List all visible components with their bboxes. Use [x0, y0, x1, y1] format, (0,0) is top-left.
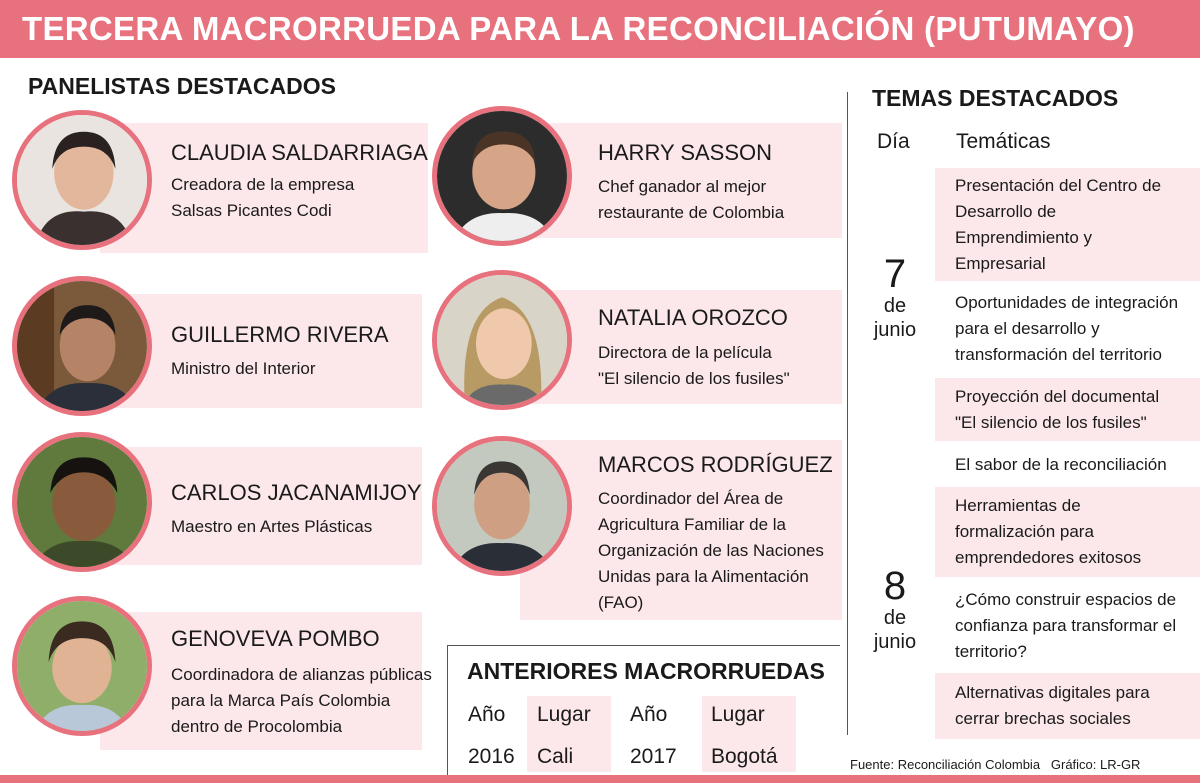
previous-place-value: Bogotá	[711, 745, 778, 768]
day-de: de	[883, 607, 907, 629]
previous-header-place: Lugar	[537, 703, 591, 726]
topic-line: El sabor de la reconciliación	[955, 455, 1167, 474]
description-line: Chef ganador al mejor	[598, 177, 767, 196]
panelist-name: CARLOS JACANAMIJOY	[171, 480, 422, 505]
topic-line: Alternativas digitales para	[955, 683, 1150, 702]
topic-line: Desarrollo de	[955, 201, 1057, 221]
description-line: "El silencio de los fusiles"	[598, 369, 790, 388]
topic-item	[935, 582, 1200, 670]
previous-section-title: ANTERIORES MACRORRUEDAS	[467, 658, 825, 684]
day-month: junio	[873, 319, 917, 341]
topic-line: Presentación del Centro de	[955, 175, 1162, 195]
topic-line: transformación del territorio	[955, 345, 1162, 364]
day-number: 8	[883, 564, 907, 608]
person-photo-icon	[17, 281, 147, 411]
avatar-natalia-orozco	[432, 270, 572, 410]
avatar-guillermo-rivera	[12, 276, 152, 416]
person-photo-icon	[437, 275, 567, 405]
panelist-name: HARRY SASSON	[598, 140, 773, 165]
topic-line: "El silencio de los fusiles"	[955, 412, 1147, 432]
avatar-genoveva-pombo	[12, 596, 152, 736]
person-photo-icon	[437, 111, 567, 241]
page-title: TERCERA MACRORRUEDA PARA LA RECONCILIACIÓN (PUTUMAYO)	[22, 10, 1135, 47]
day-label-7	[855, 254, 935, 342]
topic-line: Herramientas de	[955, 496, 1081, 515]
description-line: Maestro en Artes Plásticas	[171, 517, 373, 536]
day-number: 7	[883, 252, 907, 296]
panelist-name: MARCOS RODRÍGUEZ	[598, 452, 833, 477]
panelist-name: NATALIA OROZCO	[598, 305, 788, 330]
topic-line: Empresarial	[955, 253, 1046, 273]
topic-line: Emprendimiento y	[955, 227, 1093, 247]
description-line: (FAO)	[598, 593, 644, 612]
topics-col-topics: Temáticas	[956, 130, 1051, 153]
description-line: Agricultura Familiar de la	[598, 515, 787, 534]
previous-year-value: 2017	[630, 745, 677, 768]
description-line: Organización de las Naciones	[598, 541, 824, 560]
description-line: para la Marca País Colombia	[171, 691, 391, 710]
topic-line: formalización para	[955, 522, 1094, 541]
topics-divider-line	[847, 92, 848, 735]
panelist-description	[598, 340, 790, 392]
panelist-name: CLAUDIA SALDARRIAGA	[171, 140, 428, 165]
panelist-description	[598, 486, 824, 616]
avatar-carlos-jacanamijoy	[12, 432, 152, 572]
topic-line: ¿Cómo construir espacios de	[955, 590, 1177, 609]
previous-box-left-border	[447, 645, 448, 775]
day-de: de	[883, 295, 907, 317]
panelist-name: GENOVEVA POMBO	[171, 626, 380, 651]
previous-header-place: Lugar	[711, 703, 765, 726]
person-photo-icon	[437, 441, 567, 571]
description-line: Coordinadora de alianzas públicas	[171, 665, 432, 684]
person-photo-icon	[17, 437, 147, 567]
previous-header-year: Año	[630, 703, 668, 726]
person-photo-icon	[17, 601, 147, 731]
panelist-description	[171, 514, 372, 540]
description-line: Salsas Picantes Codi	[171, 201, 332, 220]
topic-line: Oportunidades de integración	[955, 293, 1179, 312]
topic-line: para el desarrollo y	[955, 319, 1100, 338]
topic-line: confianza para transformar el	[955, 616, 1177, 635]
avatar-marcos-rodriguez	[432, 436, 572, 576]
description-line: restaurante de Colombia	[598, 203, 785, 222]
day-label-8	[855, 566, 935, 654]
panelists-section-title: PANELISTAS DESTACADOS	[28, 73, 336, 99]
avatar-harry-sasson	[432, 106, 572, 246]
previous-box-top-border	[447, 645, 840, 646]
topics-section-title: TEMAS DESTACADOS	[872, 85, 1119, 111]
person-photo-icon	[17, 115, 147, 245]
panelist-description	[171, 356, 316, 382]
description-line: Unidas para la Alimentación	[598, 567, 809, 586]
topic-line: Proyección del documental	[955, 386, 1160, 406]
topic-line: territorio?	[955, 642, 1027, 661]
panelist-name: GUILLERMO RIVERA	[171, 322, 389, 347]
previous-place-value: Cali	[537, 745, 574, 768]
topic-item	[935, 487, 1200, 577]
panelist-description	[171, 172, 354, 224]
panelist-description	[598, 174, 784, 226]
panelist-description	[171, 662, 432, 740]
previous-year-value: 2016	[468, 745, 515, 768]
topic-item	[935, 446, 1200, 484]
topic-line: cerrar brechas sociales	[955, 709, 1131, 728]
description-line: Directora de la película	[598, 343, 772, 362]
previous-header-year: Año	[468, 703, 506, 726]
description-line: Ministro del Interior	[171, 359, 316, 378]
day-month: junio	[873, 631, 917, 653]
topic-item	[935, 673, 1200, 739]
topic-item	[935, 285, 1200, 373]
topic-item	[935, 168, 1200, 281]
bottom-bar	[0, 775, 1200, 783]
description-line: Coordinador del Área de	[598, 489, 784, 508]
source-credit: Fuente: Reconciliación Colombia Gráfico: LR-GR	[850, 757, 1141, 772]
topic-line: emprendedores exitosos	[955, 548, 1142, 567]
avatar-claudia-saldarriaga	[12, 110, 152, 250]
topic-item	[935, 378, 1200, 441]
topics-col-day: Día	[877, 130, 910, 153]
description-line: Creadora de la empresa	[171, 175, 355, 194]
description-line: dentro de Procolombia	[171, 717, 343, 736]
